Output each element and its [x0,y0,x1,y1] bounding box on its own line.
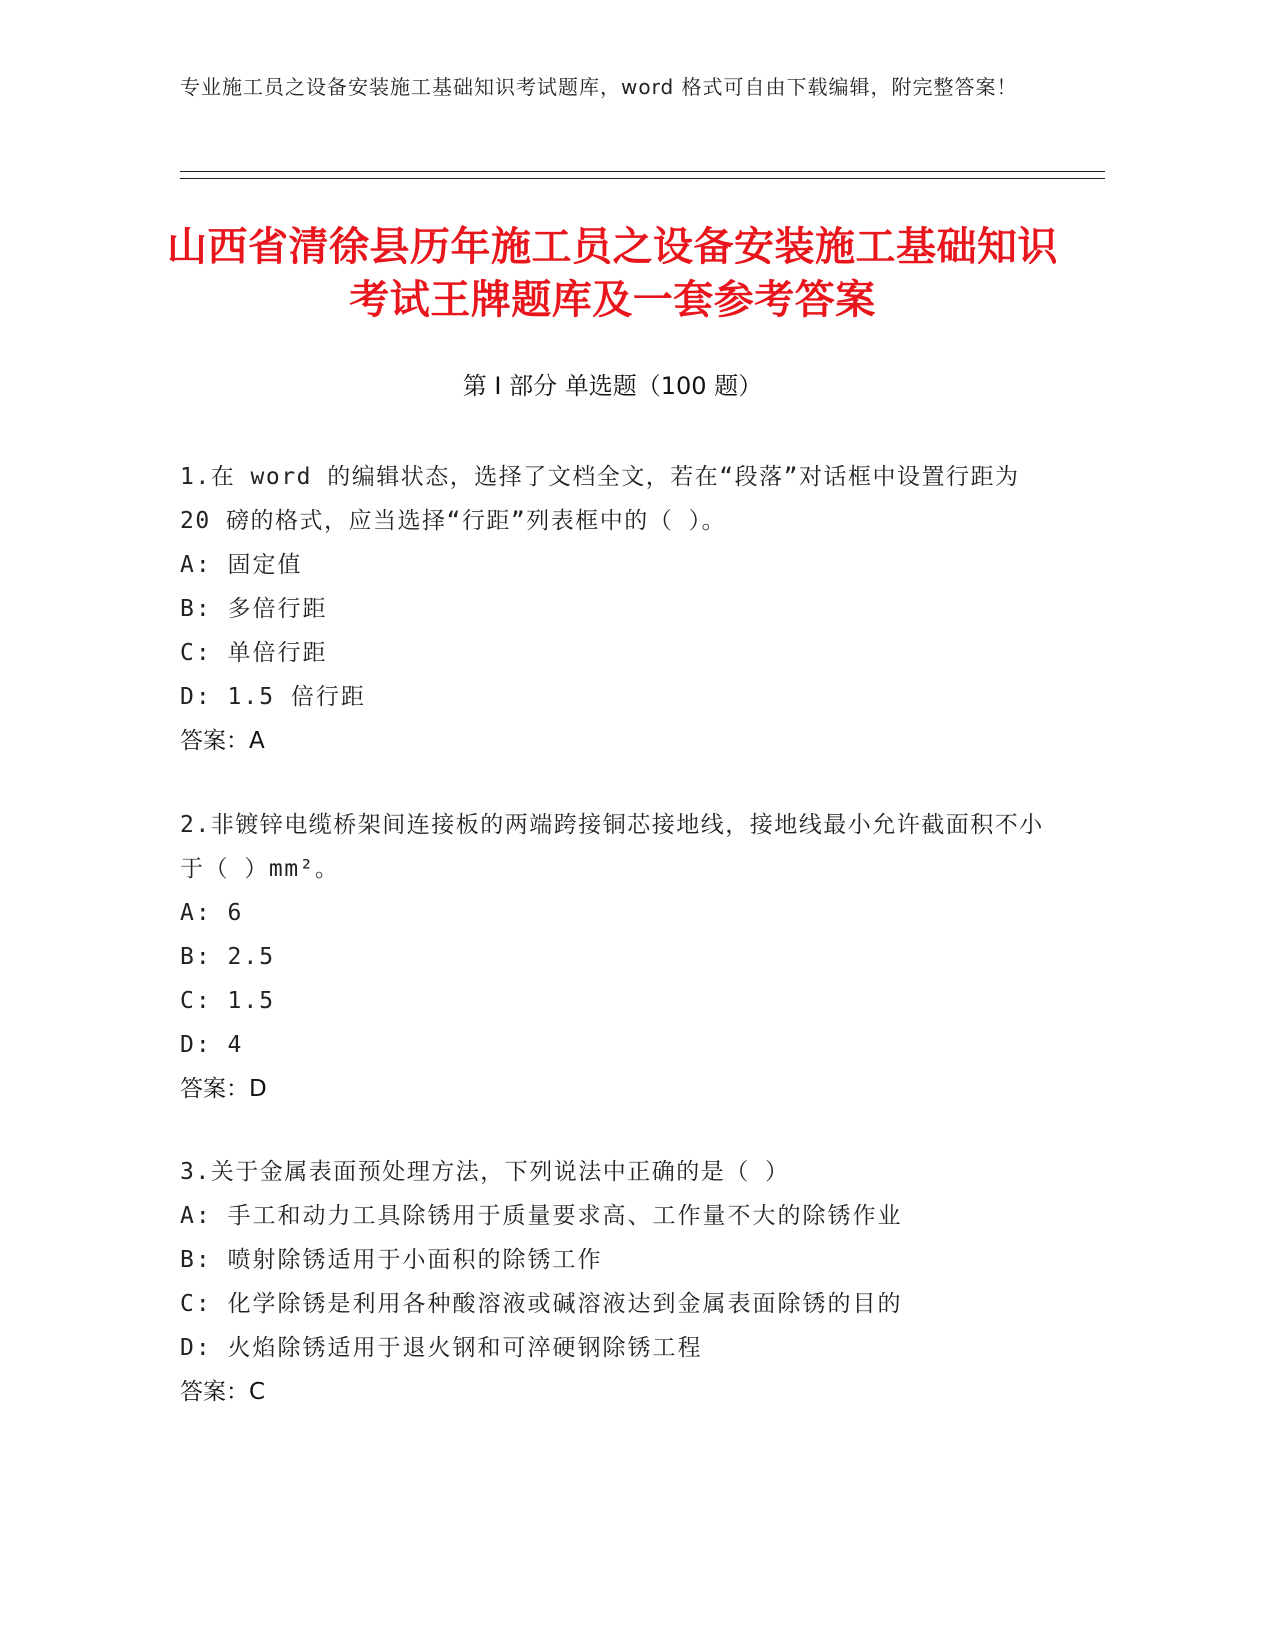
header-divider-top [180,171,1105,172]
option-c: C: 化学除锈是利用各种酸溶液或碱溶液达到金属表面除锈的目的 [180,1291,903,1317]
document-title: 山西省清徐县历年施工员之设备安装施工基础知识考试王牌题库及一套参考答案 [167,224,1058,323]
header-note: 专业施工员之设备安装施工基础知识考试题库，word 格式可自由下载编辑，附完整答案！ [180,75,1018,99]
option-a: A: 固定值 [180,552,303,578]
option-d: D: 4 [180,1032,244,1058]
question-stem: 3.关于金属表面预处理方法，下列说法中正确的是（ ） [180,1159,790,1185]
option-b: B: 喷射除锈适用于小面积的除锈工作 [180,1247,603,1273]
option-c: C: 1.5 [180,988,276,1014]
answer: 答案：A [180,728,265,754]
option-d: D: 1.5 倍行距 [180,684,366,710]
option-d: D: 火焰除锈适用于退火钢和可淬硬钢除锈工程 [180,1335,703,1361]
question-3 [180,1150,1050,1414]
option-c: C: 单倍行距 [180,640,328,666]
question-stem: 1.在 word 的编辑状态，选择了文档全文，若在“段落”对话框中设置行距为 20 磅的格式，应当选择“行距”列表框中的（ ）。 [180,464,1020,534]
answer: 答案：C [180,1379,266,1405]
answer: 答案：D [180,1076,267,1102]
question-1 [180,455,1050,763]
header-divider-bottom [180,178,1105,179]
section-title: 第 I 部分 单选题（100 题） [462,372,763,400]
question-stem: 2.非镀锌电缆桥架间连接板的两端跨接铜芯接地线，接地线最小允许截面积不小于（ ）mm²。 [180,812,1044,882]
option-a: A: 手工和动力工具除锈用于质量要求高、工作量不大的除锈作业 [180,1203,903,1229]
option-a: A: 6 [180,900,244,926]
question-2 [180,803,1050,1111]
option-b: B: 多倍行距 [180,596,328,622]
option-b: B: 2.5 [180,944,276,970]
